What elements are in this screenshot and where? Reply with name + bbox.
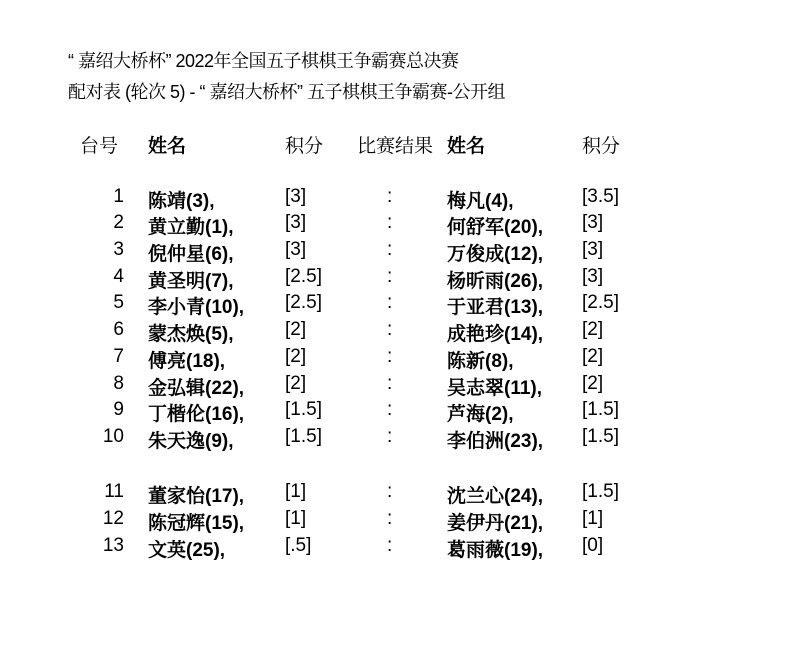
table-row [0,535,800,559]
player-1-name: 金弘辑(22), [148,378,245,399]
player-2-score: [1] [582,508,604,529]
header-name-2: 姓名 [447,136,486,157]
table-number: 4 [113,266,124,287]
table-row [0,319,800,343]
player-2-score: [3.5] [582,186,619,207]
player-1-score: [1.5] [285,426,322,447]
player-2-score: [1.5] [582,426,619,447]
result-separator: : [387,292,393,313]
table-number: 7 [113,346,124,367]
player-1-score: [1.5] [285,399,322,420]
result-separator: : [387,239,393,260]
player-1-name: 丁楷伦(16), [148,404,245,425]
player-2-name: 姜伊丹(21), [447,513,544,534]
player-1-name: 黄立勤(1), [148,217,234,238]
player-2-name: 成艳珍(14), [447,324,544,345]
result-separator: : [387,319,393,340]
player-1-score: [2.5] [285,292,322,313]
player-1-score: [.5] [285,535,312,556]
player-2-score: [3] [582,212,604,233]
table-row [0,212,800,236]
header-score-1: 积分 [285,136,324,157]
title-line-1: “ 嘉绍大桥杯” 2022年全国五子棋棋王争霸赛总决赛 [68,51,459,71]
result-separator: : [387,186,393,207]
player-1-score: [2] [285,346,307,367]
player-1-name: 蒙杰焕(5), [148,324,234,345]
player-2-name: 何舒军(20), [447,217,544,238]
player-1-score: [2] [285,319,307,340]
result-separator: : [387,212,393,233]
result-separator: : [387,346,393,367]
table-number: 1 [113,186,124,207]
header-table-no: 台号 [80,136,119,157]
table-row [0,508,800,532]
player-2-name: 葛雨薇(19), [447,540,544,561]
player-1-score: [1] [285,508,307,529]
player-1-score: [2.5] [285,266,322,287]
header-name-1: 姓名 [148,136,187,157]
player-2-name: 吴志翠(11), [447,378,543,399]
result-separator: : [387,373,393,394]
table-row [0,186,800,210]
player-1-name: 文英(25), [148,540,226,561]
table-number: 13 [102,535,124,556]
player-1-name: 陈靖(3), [148,191,215,212]
player-1-name: 朱天逸(9), [148,431,234,452]
player-1-score: [3] [285,186,307,207]
table-number: 3 [113,239,124,260]
table-row [0,399,800,423]
player-2-name: 沈兰心(24), [447,486,544,507]
header-result: 比赛结果 [357,136,434,157]
table-row [0,266,800,290]
player-2-name: 芦海(2), [447,404,514,425]
table-row [0,292,800,316]
table-number: 11 [104,481,124,502]
player-2-score: [3] [582,239,604,260]
table-row [0,373,800,397]
result-separator: : [387,481,393,502]
player-2-score: [0] [582,535,604,556]
player-1-name: 倪仲星(6), [148,244,234,265]
result-separator: : [387,399,393,420]
table-number: 12 [102,508,124,529]
player-2-score: [2] [582,319,604,340]
player-1-name: 李小青(10), [148,297,245,318]
player-2-score: [1.5] [582,481,619,502]
table-row [0,481,800,505]
player-2-score: [2] [582,346,604,367]
title-line-2: 配对表 (轮次 5) - “ 嘉绍大桥杯” 五子棋棋王争霸赛-公开组 [68,82,505,102]
player-2-score: [1.5] [582,399,619,420]
result-separator: : [387,426,393,447]
player-1-score: [1] [285,481,307,502]
player-2-score: [3] [582,266,604,287]
table-number: 8 [113,373,124,394]
result-separator: : [387,266,393,287]
table-row [0,239,800,263]
player-1-score: [3] [285,239,307,260]
result-separator: : [387,508,393,529]
header-score-2: 积分 [582,136,621,157]
player-1-name: 陈冠辉(15), [148,513,245,534]
result-separator: : [387,535,393,556]
table-number: 6 [113,319,124,340]
player-2-name: 梅凡(4), [447,191,514,212]
player-2-name: 陈新(8), [447,351,514,372]
table-row [0,346,800,370]
player-2-name: 万俊成(12), [447,244,544,265]
player-2-name: 李伯洲(23), [447,431,544,452]
table-row [0,426,800,450]
player-2-name: 杨昕雨(26), [447,271,544,292]
player-2-score: [2] [582,373,604,394]
player-2-name: 于亚君(13), [447,297,544,318]
player-1-name: 黄圣明(7), [148,271,234,292]
player-1-score: [3] [285,212,307,233]
table-number: 10 [102,426,124,447]
player-1-name: 傅亮(18), [148,351,226,372]
player-1-score: [2] [285,373,307,394]
table-number: 5 [113,292,124,313]
table-number: 2 [113,212,124,233]
player-2-score: [2.5] [582,292,619,313]
player-1-name: 董家怡(17), [148,486,245,507]
table-number: 9 [113,399,124,420]
